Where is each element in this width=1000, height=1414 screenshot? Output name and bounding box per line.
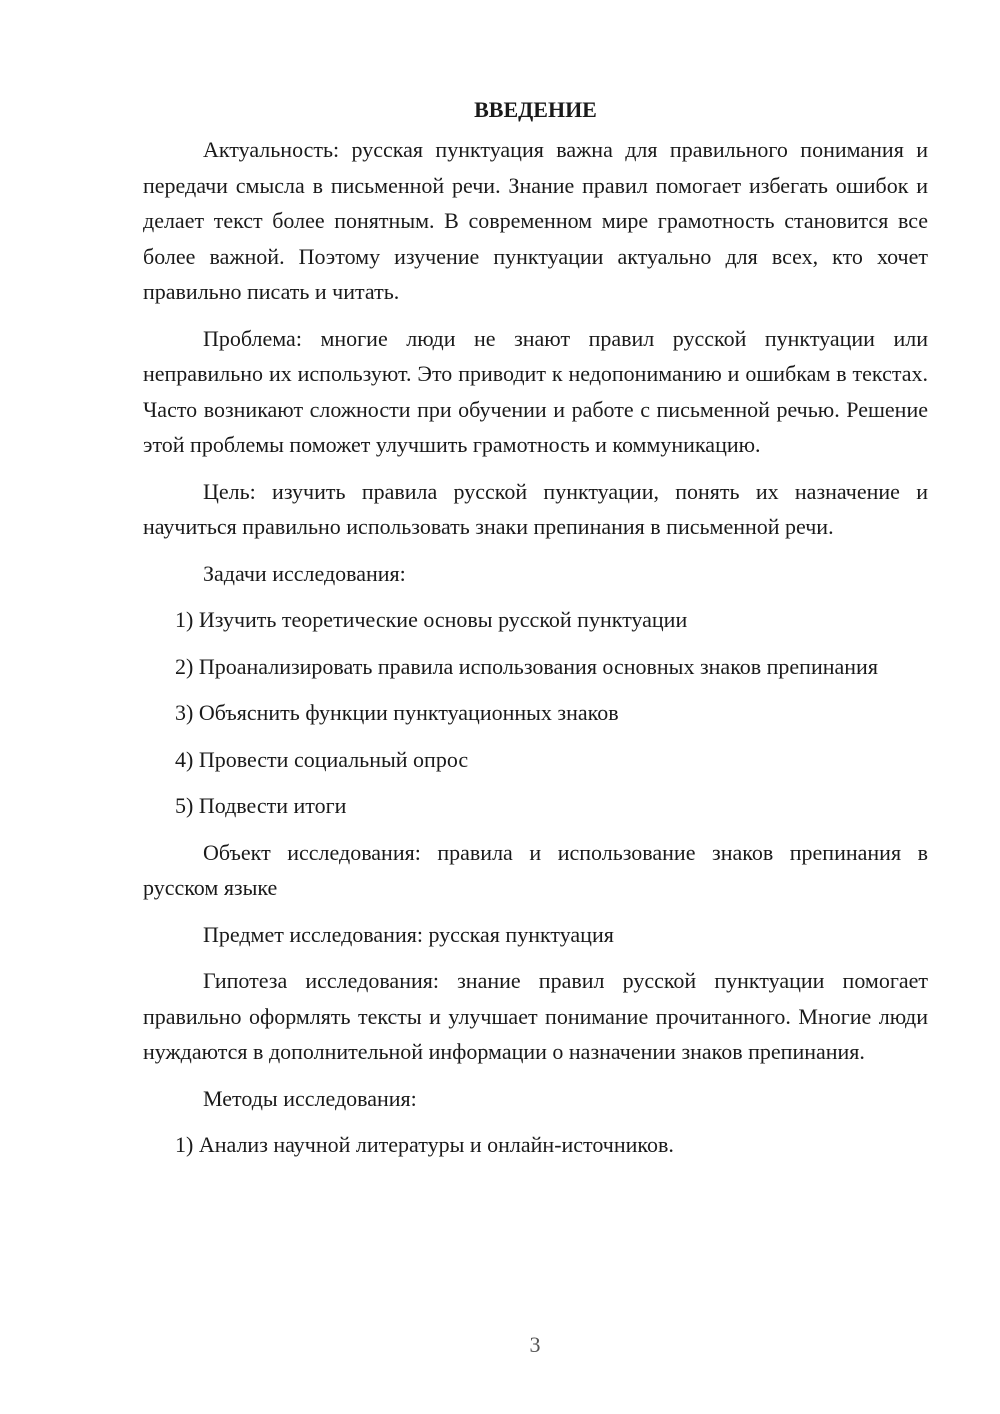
subject-paragraph: Предмет исследования: русская пунктуация xyxy=(203,921,614,947)
task-item: 3) Объяснить функции пунктуационных знаков xyxy=(175,700,619,725)
task-item: 4) Провести социальный опрос xyxy=(175,746,469,772)
task-item: 5) Подвести итоги xyxy=(175,793,347,818)
tasks-heading: Задачи исследования: xyxy=(203,560,406,586)
goal-paragraph: Цель: изучить правила русской пунктуации, понять их назначение и научиться правильно использовать знаки препинания в письменной речи. xyxy=(143,478,928,539)
object-paragraph: Объект исследования: правила и использование знаков препинания в русском языке xyxy=(143,839,928,900)
method-item: 1) Анализ научной литературы и онлайн-источников. xyxy=(175,1132,674,1157)
page-number: 3 xyxy=(529,1332,541,1357)
problem-paragraph: Проблема: многие люди не знают правил русской пунктуации или неправильно их используют. Это приводит к недопониманию и ошибкам в текстах. Часто возникают сложности при обучении и работе с письменной речью. Решение этой проблемы поможет улучшить грамотность и коммуникацию. xyxy=(143,325,928,457)
document-title: ВВЕДЕНИЕ xyxy=(474,97,597,122)
relevance-paragraph: Актуальность: русская пунктуация важна для правильного понимания и передачи смысла в письменной речи. Знание правил помогает избегать ошибок и делает текст более понятным. В современном мире грамотность становится все более важной. Поэтому изучение пунктуации актуально для всех, кто хочет правильно писать и читать. xyxy=(143,137,928,304)
hypothesis-paragraph: Гипотеза исследования: знание правил русской пунктуации помогает правильно оформлять тексты и улучшает понимание прочитанного. Многие люди нуждаются в дополнительной информации о назначении знаков препинания. xyxy=(143,968,928,1064)
task-item: 1) Изучить теоретические основы русской пунктуации xyxy=(175,607,688,632)
methods-heading: Методы исследования: xyxy=(203,1085,417,1111)
task-item: 2) Проанализировать правила использования основных знаков препинания xyxy=(175,653,878,679)
document-page xyxy=(143,92,928,1174)
